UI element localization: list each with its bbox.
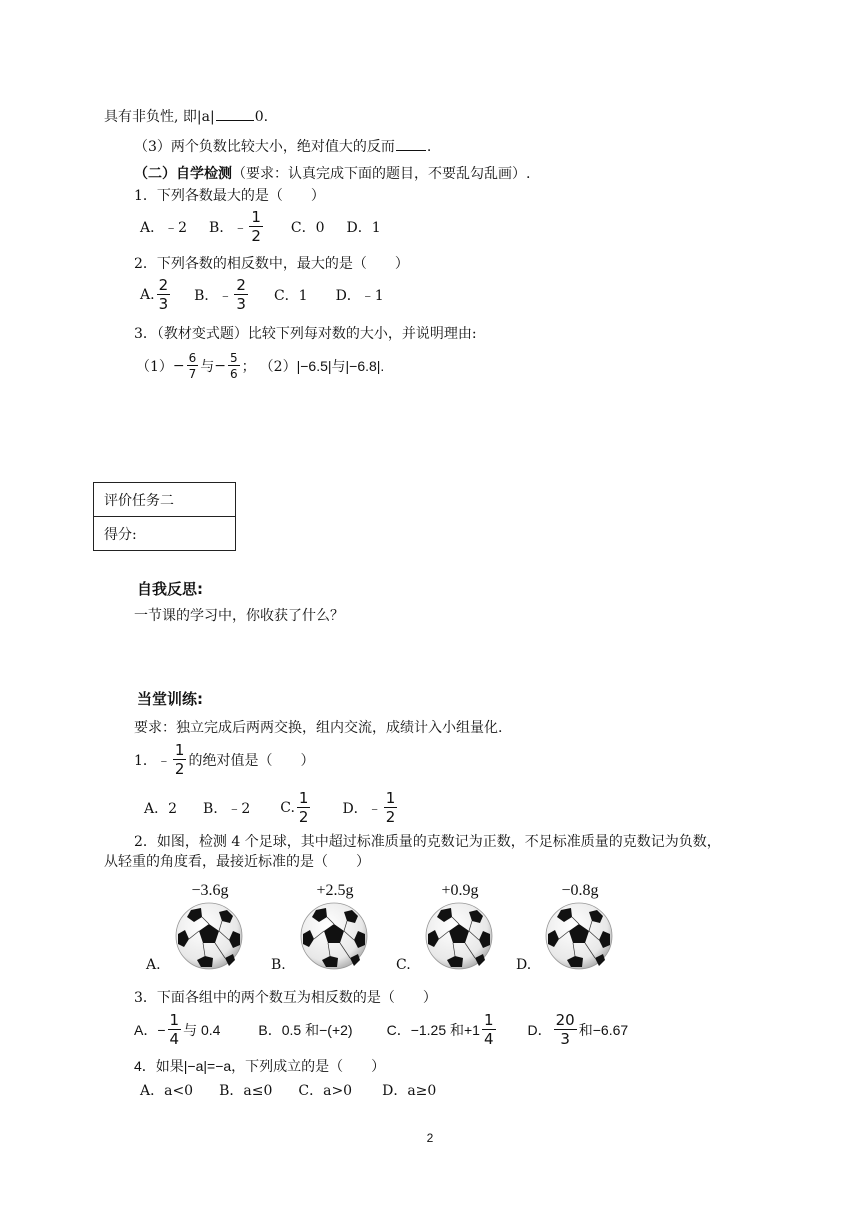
evaluation-table (93, 482, 236, 551)
option-b[interactable]: B．﹣2 (203, 801, 251, 817)
line-text: . (426, 139, 432, 155)
option-a[interactable]: A．a<0 (140, 1083, 194, 1099)
soccer-ball (173, 900, 245, 976)
option-a[interactable]: A．2 (144, 801, 178, 817)
ball-option-letter: A. (146, 957, 161, 973)
practice-q3-stem: 3．下面各组中的两个数互为相反数的是（ ） (134, 990, 437, 1006)
practice-requirement: 要求：独立完成后两两交换，组内交流，成绩计入小组量化. (134, 720, 503, 736)
self-check-heading (134, 164, 530, 184)
option-c[interactable]: C．a>0 (298, 1083, 353, 1099)
option-b[interactable]: B．a≤0 (219, 1083, 273, 1099)
ball-weight-label: −3.6g (191, 882, 229, 899)
fraction: $\frac{6}{7}$ (188, 351, 197, 381)
fraction: $\frac{1}{4}$ (169, 1011, 180, 1048)
reflection-question: 一节课的学习中，你收获了什么？ (134, 608, 344, 624)
option-d[interactable]: D．﹣1 (335, 288, 384, 304)
line-text: （3）两个负数比较大小，绝对值大的反而 (134, 139, 395, 155)
question-stem: 3．（教材变式题）比较下列每对数的大小，并说明理由: (134, 326, 477, 342)
question-stem: 2．下列各数的相反数中，最大的是（ ） (134, 256, 409, 272)
soccer-ball (423, 900, 495, 976)
ball-weight-label: +0.9g (441, 882, 479, 899)
option-c[interactable]: C．0 (290, 220, 325, 236)
soccer-ball-icon (423, 900, 495, 972)
nonnegativity-line (104, 106, 268, 127)
section-title: （二）自学检测 (134, 166, 232, 182)
eval-task-cell: 评价任务二 (94, 483, 236, 517)
ball-weight-label: +2.5g (316, 882, 354, 899)
option-d[interactable]: D． $\frac{20}{3}$ 和−6.67 (527, 1011, 629, 1048)
soccer-ball-icon (298, 900, 370, 972)
soccer-ball-icon (173, 900, 245, 972)
fraction: $\frac{1}{2}$ (385, 789, 396, 826)
soccer-ball-option[interactable] (510, 882, 630, 982)
option-d[interactable]: D．a≥0 (382, 1083, 437, 1099)
score-cell[interactable]: 得分: (94, 517, 236, 551)
line-text: 具有非负性, 即|a| (104, 109, 215, 125)
option-c[interactable]: C．1 (273, 288, 308, 304)
fraction: $\frac{20}{3}$ (555, 1011, 575, 1048)
practice-q3-options (134, 1010, 628, 1050)
practice-q2-line1: 2．如图，检测 4 个足球，其中超过标准质量的克数记为正数，不足标准质量的克数记为负数， (134, 834, 721, 850)
fraction: $\frac{2}{3}$ (236, 276, 246, 313)
q2-options (140, 275, 384, 315)
option-a[interactable]: A．﹣2 (140, 220, 188, 236)
ball-option-letter: B. (271, 957, 286, 973)
option-b[interactable]: B．﹣ $\frac{1}{2}$ (209, 208, 261, 245)
fraction: $\frac{5}{6}$ (230, 351, 238, 381)
option-a[interactable]: A. $\frac{2}{3}$ (140, 276, 169, 313)
question-stem: 1．下列各数最大的是（ ） (134, 188, 325, 204)
soccer-ball (298, 900, 370, 976)
practice-q4-options (140, 1080, 436, 1100)
ball-option-letter: D. (516, 957, 532, 973)
option-c[interactable]: C. $\frac{1}{2}$ (280, 789, 309, 826)
option-c[interactable]: C．−1.25 和+1 $\frac{1}{4}$ (386, 1011, 494, 1048)
q3-parts: （1） − $\frac{6}{7}$ 与 − $\frac{5}{6}$ ； （2） |−6.5|与|−6.8|. (136, 351, 385, 381)
practice-title: 当堂训练: (137, 690, 203, 708)
soccer-ball-option[interactable] (265, 882, 385, 982)
practice-q1-stem: 1．﹣ $\frac{1}{2}$ 的绝对值是（ ） (134, 741, 315, 778)
q1-options (140, 207, 381, 247)
soccer-ball-option[interactable] (390, 882, 510, 982)
negative-compare-line (134, 136, 431, 157)
option-d[interactable]: D．﹣ $\frac{1}{2}$ (342, 789, 396, 826)
ball-option-letter: C. (396, 957, 411, 973)
practice-q4-stem: 4．如果|−a|=−a，下列成立的是（ ） (134, 1058, 386, 1074)
fraction: $\frac{1}{2}$ (298, 789, 309, 826)
fraction: $\frac{1}{2}$ (174, 741, 185, 778)
soccer-ball-icon (543, 900, 615, 972)
fraction: $\frac{1}{4}$ (483, 1011, 494, 1048)
soccer-ball (543, 900, 615, 976)
answer-blank[interactable] (216, 106, 254, 121)
reflection-title: 自我反思: (137, 580, 203, 598)
page-number: 2 (426, 1131, 434, 1145)
soccer-ball-option[interactable] (140, 882, 260, 982)
fraction: $\frac{1}{2}$ (251, 208, 261, 245)
answer-blank[interactable] (396, 136, 426, 151)
line-text: 0. (254, 109, 269, 125)
option-d[interactable]: D．1 (346, 220, 381, 236)
option-a[interactable]: A．− $\frac{1}{4}$ 与 0.4 (134, 1011, 221, 1048)
ball-weight-label: −0.8g (561, 882, 599, 899)
option-b[interactable]: B．﹣ $\frac{2}{3}$ (194, 276, 246, 313)
option-b[interactable]: B．0.5 和−(+2) (258, 1022, 353, 1038)
practice-q2-line2: 从轻重的角度看，最接近标准的是（ ） (104, 854, 370, 870)
section-instructions: （要求：认真完成下面的题目，不要乱勾乱画）. (232, 166, 531, 182)
practice-q1-options (144, 788, 399, 828)
fraction: $\frac{2}{3}$ (158, 276, 169, 313)
